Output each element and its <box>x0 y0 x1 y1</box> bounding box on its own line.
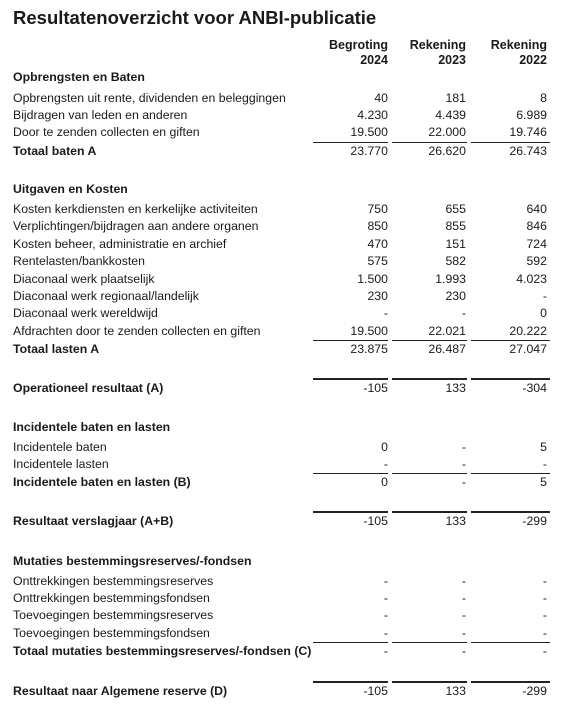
column-header-rekening-2022: Rekening 2022 <box>490 38 547 67</box>
row-label: Afdrachten door te zenden collecten en giften <box>13 324 261 338</box>
row-value: - <box>461 457 466 471</box>
row-value: - <box>461 440 466 454</box>
row-value: - <box>461 475 466 489</box>
row-value: -299 <box>522 514 547 528</box>
total-rule <box>313 473 388 474</box>
row-value: 850 <box>367 219 388 233</box>
table-row <box>0 236 565 253</box>
row-label: Toevoegingen bestemmingsfondsen <box>13 626 210 640</box>
row-value: 655 <box>445 202 466 216</box>
row-value: 846 <box>526 219 547 233</box>
row-label: Resultaat naar Algemene reserve (D) <box>13 684 228 698</box>
total-rule <box>392 642 467 643</box>
table-row <box>0 590 565 607</box>
row-label: Diaconaal werk regionaal/landelijk <box>13 289 199 303</box>
row-label: Totaal mutaties bestemmingsreserves/-fondsen (C) <box>13 644 312 658</box>
row-value: 855 <box>445 219 466 233</box>
total-rule <box>313 378 388 380</box>
row-value: -105 <box>363 684 388 698</box>
row-label: Totaal lasten A <box>13 342 100 356</box>
row-value: - <box>383 591 388 605</box>
row-value: - <box>383 457 388 471</box>
row-value: 22.000 <box>428 125 466 139</box>
row-value: - <box>383 644 388 658</box>
row-value: -304 <box>522 381 547 395</box>
column-header-rekening-2023: Rekening 2023 <box>409 38 466 67</box>
row-value: 23.770 <box>350 144 388 158</box>
row-value: - <box>542 644 547 658</box>
row-label: Operationeel resultaat (A) <box>13 381 164 395</box>
page-title: Resultatenoverzicht voor ANBI-publicatie <box>13 7 377 28</box>
table-row <box>0 218 565 235</box>
row-value: 0 <box>540 306 547 320</box>
row-value: - <box>461 306 466 320</box>
total-rule <box>392 378 467 380</box>
row-value: 750 <box>367 202 388 216</box>
table-row <box>0 625 565 642</box>
row-label: Mutaties bestemmingsreserves/-fondsen <box>13 554 252 568</box>
row-value: 23.875 <box>350 342 388 356</box>
row-label: Onttrekkingen bestemmingsfondsen <box>13 591 210 605</box>
table-row <box>0 456 565 473</box>
row-label: Bijdragen van leden en anderen <box>13 108 188 122</box>
table-row <box>0 439 565 456</box>
row-value: 582 <box>445 254 466 268</box>
row-label: Incidentele baten <box>13 440 107 454</box>
row-value: 26.743 <box>509 144 547 158</box>
row-value: 4.023 <box>516 272 547 286</box>
result-row <box>0 683 565 700</box>
row-label: Uitgaven en Kosten <box>13 182 128 196</box>
row-label: Totaal baten A <box>13 144 97 158</box>
row-value: 1.993 <box>435 272 466 286</box>
row-value: 133 <box>445 381 466 395</box>
row-label: Onttrekkingen bestemmingsreserves <box>13 574 214 588</box>
row-value: - <box>542 289 547 303</box>
row-value: 133 <box>445 684 466 698</box>
section-heading <box>0 553 565 570</box>
row-value: 4.230 <box>357 108 388 122</box>
total-rule <box>313 340 388 341</box>
total-rule <box>471 340 550 341</box>
row-value: 230 <box>445 289 466 303</box>
row-label: Toevoegingen bestemmingsreserves <box>13 608 214 622</box>
result-row <box>0 513 565 530</box>
row-label: Resultaat verslagjaar (A+B) <box>13 514 174 528</box>
column-header-begroting-2024: Begroting 2024 <box>328 38 388 67</box>
row-value: 26.487 <box>428 342 466 356</box>
row-value: 181 <box>445 91 466 105</box>
row-value: 470 <box>367 237 388 251</box>
row-value: - <box>542 591 547 605</box>
row-label: Diaconaal werk wereldwijd <box>13 306 158 320</box>
row-label: Kosten beheer, administratie en archief <box>13 237 227 251</box>
row-value: 640 <box>526 202 547 216</box>
table-row <box>0 323 565 340</box>
row-value: - <box>461 591 466 605</box>
row-value: - <box>542 574 547 588</box>
row-value: 592 <box>526 254 547 268</box>
total-rule <box>392 340 467 341</box>
total-rule <box>392 142 467 143</box>
row-value: 19.746 <box>509 125 547 139</box>
row-value: -299 <box>522 684 547 698</box>
row-value: 26.620 <box>428 144 466 158</box>
row-value: - <box>461 574 466 588</box>
table-row <box>0 124 565 141</box>
total-row <box>0 643 565 660</box>
total-rule <box>313 511 388 513</box>
row-value: 6.989 <box>516 108 547 122</box>
table-row <box>0 573 565 590</box>
total-row <box>0 474 565 491</box>
total-rule <box>471 511 550 513</box>
section-heading <box>0 419 565 436</box>
row-label: Door te zenden collecten en giften <box>13 125 200 139</box>
row-value: 19.500 <box>350 324 388 338</box>
row-label: Verplichtingen/bijdragen aan andere organen <box>13 219 259 233</box>
table-row <box>0 107 565 124</box>
row-value: - <box>383 306 388 320</box>
row-value: 19.500 <box>350 125 388 139</box>
row-value: 724 <box>526 237 547 251</box>
row-label: Incidentele baten en lasten (B) <box>13 475 191 489</box>
total-rule <box>471 642 550 643</box>
table-row <box>0 253 565 270</box>
row-value: - <box>461 626 466 640</box>
total-rule <box>471 142 550 143</box>
row-value: 1.500 <box>357 272 388 286</box>
total-rule <box>313 642 388 643</box>
row-value: 230 <box>367 289 388 303</box>
total-rule <box>313 681 388 683</box>
row-label: Rentelasten/bankkosten <box>13 254 145 268</box>
row-label: Opbrengsten en Baten <box>13 70 145 84</box>
row-value: 151 <box>445 237 466 251</box>
total-rule <box>471 378 550 380</box>
row-value: - <box>542 626 547 640</box>
row-value: 0 <box>381 440 388 454</box>
row-label: Diaconaal werk plaatselijk <box>13 272 155 286</box>
table-row <box>0 90 565 107</box>
table-row <box>0 305 565 322</box>
row-label: Incidentele baten en lasten <box>13 420 171 434</box>
row-value: - <box>461 608 466 622</box>
section-heading <box>0 181 565 198</box>
row-value: - <box>461 644 466 658</box>
row-value: 40 <box>374 91 388 105</box>
row-value: - <box>383 626 388 640</box>
table-row <box>0 271 565 288</box>
result-row <box>0 380 565 397</box>
row-value: 20.222 <box>509 324 547 338</box>
row-value: -105 <box>363 514 388 528</box>
row-value: 133 <box>445 514 466 528</box>
total-row <box>0 143 565 160</box>
row-value: 8 <box>540 91 547 105</box>
row-value: 27.047 <box>509 342 547 356</box>
total-row <box>0 341 565 358</box>
row-value: 5 <box>540 475 547 489</box>
row-label: Kosten kerkdiensten en kerkelijke activiteiten <box>13 202 258 216</box>
row-value: - <box>383 608 388 622</box>
total-rule <box>392 681 467 683</box>
row-value: - <box>542 457 547 471</box>
total-rule <box>313 142 388 143</box>
row-value: 575 <box>367 254 388 268</box>
row-label: Opbrengsten uit rente, dividenden en beleggingen <box>13 91 286 105</box>
row-value: 5 <box>540 440 547 454</box>
row-value: -105 <box>363 381 388 395</box>
total-rule <box>471 473 550 474</box>
total-rule <box>392 511 467 513</box>
table-row <box>0 288 565 305</box>
row-value: - <box>383 574 388 588</box>
row-value: 22.021 <box>428 324 466 338</box>
section-heading <box>0 69 565 86</box>
row-label: Incidentele lasten <box>13 457 109 471</box>
total-rule <box>392 473 467 474</box>
row-value: - <box>542 608 547 622</box>
table-row <box>0 201 565 218</box>
row-value: 0 <box>381 475 388 489</box>
table-row <box>0 607 565 624</box>
total-rule <box>471 681 550 683</box>
row-value: 4.439 <box>435 108 466 122</box>
